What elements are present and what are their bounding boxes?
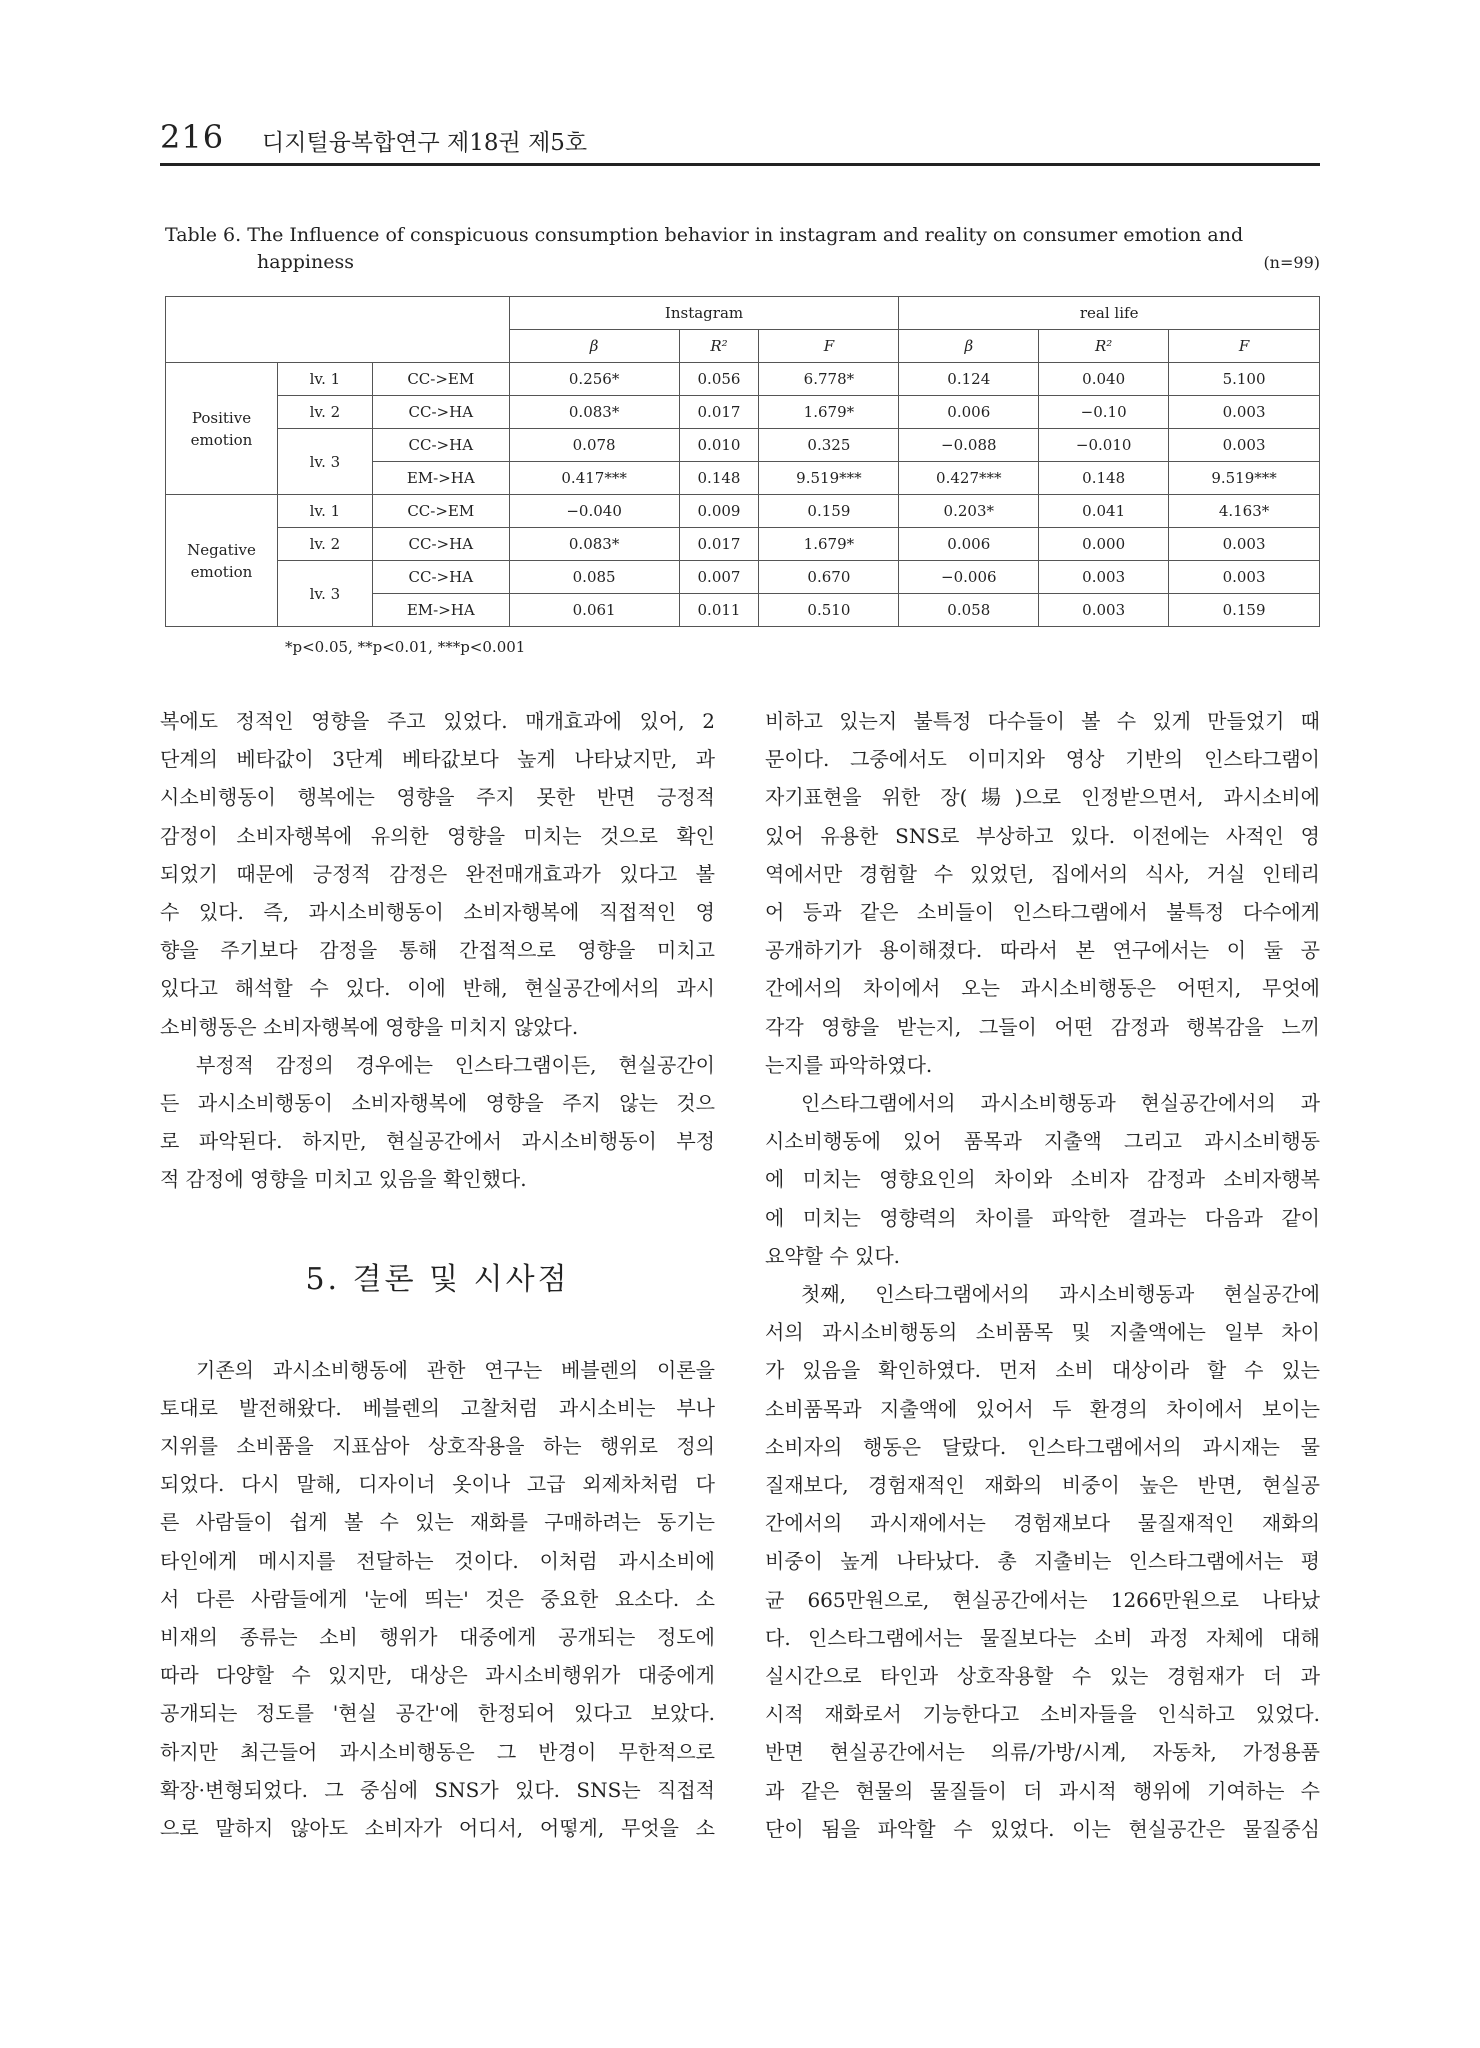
value-cell: 0.417*** [509, 462, 679, 495]
value-cell: 0.003 [1169, 429, 1320, 462]
value-cell: 0.011 [679, 594, 759, 627]
value-cell: 9.519*** [759, 462, 899, 495]
path-cell: EM->HA [372, 462, 509, 495]
text-line: 시소비행동이 행복에는 영향을 주지 못한 반면 긍정적 [160, 785, 715, 810]
text-line: 문이다. 그중에서도 이미지와 영상 기반의 인스타그램이 [765, 747, 1320, 772]
text-line: 실시간으로 타인과 상호작용할 수 있는 경험재가 더 과 [765, 1664, 1320, 1689]
page-header [160, 118, 1320, 166]
table-row [166, 363, 1320, 396]
value-cell: 0.056 [679, 363, 759, 396]
table-corner [166, 297, 510, 363]
value-cell: 1.679* [759, 396, 899, 429]
path-cell: CC->HA [372, 396, 509, 429]
text-line: 질재보다, 경험재적인 재화의 비중이 높은 반면, 현실공 [765, 1473, 1320, 1498]
level-cell: lv. 3 [277, 561, 372, 627]
text-line: 역에서만 경험할 수 있었던, 집에서의 식사, 거실 인테리 [765, 861, 1320, 886]
text-line: 지위를 소비품을 지표삼아 상호작용을 하는 행위로 정의 [160, 1434, 715, 1459]
value-cell: 0.009 [679, 495, 759, 528]
text-line: 는지를 파악하였다. [765, 1052, 933, 1077]
value-cell: 0.427*** [899, 462, 1039, 495]
value-cell: 0.078 [509, 429, 679, 462]
table-row [166, 396, 1320, 429]
text-line: 하지만 최근들어 과시소비행동은 그 반경이 무한적으로 [160, 1739, 715, 1764]
value-cell: −0.006 [899, 561, 1039, 594]
path-cell: CC->EM [372, 363, 509, 396]
value-cell: 0.010 [679, 429, 759, 462]
text-line: 부정적 감정의 경우에는 인스타그램이든, 현실공간이 [196, 1052, 715, 1077]
value-cell: −0.010 [1039, 429, 1169, 462]
text-line: 기존의 과시소비행동에 관한 연구는 베블렌의 이론을 [196, 1357, 715, 1382]
value-cell: 0.006 [899, 528, 1039, 561]
value-cell: −0.040 [509, 495, 679, 528]
text-line: 간에서의 차이에서 오는 과시소비행동은 어떤지, 무엇에 [765, 976, 1320, 1001]
column-header: β [509, 330, 679, 363]
level-cell: lv. 1 [277, 495, 372, 528]
left-paragraph-2 [160, 1046, 715, 1199]
text-line: 에 미치는 영향력의 차이를 파악한 결과는 다음과 같이 [765, 1205, 1320, 1230]
value-cell: 0.003 [1039, 561, 1169, 594]
text-line: 에 미치는 영향요인의 차이와 소비자 감정과 소비자행복 [765, 1167, 1320, 1192]
table-caption [165, 222, 1320, 276]
left-paragraph-1 [160, 702, 715, 1046]
path-cell: CC->HA [372, 429, 509, 462]
text-line: 른 사람들이 쉽게 볼 수 있는 재화를 구매하려는 동기는 [160, 1510, 715, 1535]
value-cell: 0.124 [899, 363, 1039, 396]
text-line: 확장·변형되었다. 그 중심에 SNS가 있다. SNS는 직접적 [160, 1777, 715, 1802]
table-row [166, 528, 1320, 561]
section-label: Negative emotion [166, 495, 278, 627]
value-cell: 0.007 [679, 561, 759, 594]
column-header: R² [1039, 330, 1169, 363]
text-line: 시적 재화로서 기능한다고 소비자들을 인식하고 있었다. [765, 1702, 1320, 1727]
caption-line-1: Table 6. The Influence of conspicuous consumption behavior in instagram and reality on consumer emotion and [165, 224, 1244, 246]
value-cell: 0.061 [509, 594, 679, 627]
group-header: real life [899, 297, 1320, 330]
column-header: F [1169, 330, 1320, 363]
path-cell: CC->HA [372, 528, 509, 561]
header-rule [160, 163, 1320, 166]
value-cell: 0.003 [1169, 561, 1320, 594]
text-line: 로 파악된다. 하지만, 현실공간에서 과시소비행동이 부정 [160, 1129, 715, 1154]
text-line: 비재의 종류는 소비 행위가 대중에게 공개되는 정도에 [160, 1625, 715, 1650]
text-line: 각각 영향을 받는지, 그들이 어떤 감정과 행복감을 느끼 [765, 1014, 1320, 1039]
text-line: 인스타그램에서의 과시소비행동과 현실공간에서의 과 [801, 1091, 1320, 1116]
value-cell: 0.083* [509, 528, 679, 561]
text-line: 어 등과 같은 소비들이 인스타그램에서 불특정 다수에게 [765, 900, 1320, 925]
value-cell: 1.679* [759, 528, 899, 561]
value-cell: 0.256* [509, 363, 679, 396]
value-cell: 0.058 [899, 594, 1039, 627]
text-line: 단이 됨을 파악할 수 있었다. 이는 현실공간은 물질중심 [765, 1816, 1320, 1841]
text-line: 요약할 수 있다. [765, 1243, 900, 1268]
value-cell: 0.003 [1169, 528, 1320, 561]
text-line: 따라 다양할 수 있지만, 대상은 과시소비행위가 대중에게 [160, 1663, 715, 1688]
table-row [166, 561, 1320, 594]
left-paragraph-3 [160, 1351, 715, 1848]
text-line: 소비자의 행동은 달랐다. 인스타그램에서의 과시재는 물 [765, 1434, 1320, 1459]
level-cell: lv. 2 [277, 396, 372, 429]
value-cell: 5.100 [1169, 363, 1320, 396]
level-cell: lv. 1 [277, 363, 372, 396]
value-cell: 0.083* [509, 396, 679, 429]
table-row [166, 429, 1320, 462]
text-line: 적 감정에 영향을 미치고 있음을 확인했다. [160, 1167, 527, 1192]
value-cell: 4.163* [1169, 495, 1320, 528]
value-cell: −0.10 [1039, 396, 1169, 429]
column-header: R² [679, 330, 759, 363]
page-number: 216 [160, 118, 225, 156]
text-line: 토대로 발전해왔다. 베블렌의 고찰처럼 과시소비는 부나 [160, 1395, 715, 1420]
value-cell: 0.085 [509, 561, 679, 594]
right-paragraph-2 [765, 1084, 1320, 1275]
text-line: 되었다. 다시 말해, 디자이너 옷이나 고급 외제차처럼 다 [160, 1472, 715, 1497]
text-line: 첫째, 인스타그램에서의 과시소비행동과 현실공간에 [801, 1282, 1320, 1307]
table-row [166, 495, 1320, 528]
value-cell: 0.041 [1039, 495, 1169, 528]
text-line: 있어 유용한 SNS로 부상하고 있다. 이전에는 사적인 영 [765, 823, 1320, 848]
text-line: 비하고 있는지 불특정 다수들이 볼 수 있게 만들었기 때 [765, 709, 1320, 733]
text-line: 자기표현을 위한 장(場)으로 인정받으면서, 과시소비에 [765, 785, 1320, 810]
value-cell: 0.003 [1039, 594, 1169, 627]
text-line: 서 다른 사람들에게 '눈에 띄는' 것은 중요한 요소다. 소 [160, 1586, 715, 1611]
value-cell: 0.000 [1039, 528, 1169, 561]
text-line: 균 665만원으로, 현실공간에서는 1266만원으로 나타났 [765, 1587, 1320, 1612]
text-line: 반면 현실공간에서는 의류/가방/시계, 자동차, 가정용품 [765, 1740, 1320, 1765]
text-line: 있다고 해석할 수 있다. 이에 반해, 현실공간에서의 과시 [160, 976, 715, 1001]
value-cell: 0.006 [899, 396, 1039, 429]
right-paragraph-3 [765, 1275, 1320, 1848]
sample-size: (n=99) [1263, 253, 1320, 272]
text-line: 서의 과시소비행동의 소비품목 및 지출액에는 일부 차이 [765, 1320, 1320, 1345]
left-column [160, 702, 715, 1847]
value-cell: 0.325 [759, 429, 899, 462]
text-line: 가 있음을 확인하였다. 먼저 소비 대상이라 할 수 있는 [765, 1358, 1320, 1383]
right-column [765, 702, 1320, 1848]
path-cell: EM->HA [372, 594, 509, 627]
text-line: 향을 주기보다 감정을 통해 간접적으로 영향을 미치고 [160, 938, 715, 963]
journal-title: 디지털융복합연구 제18권 제5호 [262, 130, 588, 156]
text-line: 복에도 정적인 영향을 주고 있었다. 매개효과에 있어, 2 [160, 709, 715, 733]
text-line: 공개되는 정도를 '현실 공간'에 한정되어 있다고 보았다. [160, 1701, 715, 1726]
level-cell: lv. 2 [277, 528, 372, 561]
value-cell: 0.017 [679, 396, 759, 429]
value-cell: 9.519*** [1169, 462, 1320, 495]
value-cell: 0.148 [1039, 462, 1169, 495]
text-line: 다. 인스타그램에서는 물질보다는 소비 과정 자체에 대해 [765, 1625, 1320, 1650]
text-line: 감정이 소비자행복에 유의한 영향을 미치는 것으로 확인 [160, 823, 715, 848]
text-line: 공개하기가 용이해졌다. 따라서 본 연구에서는 이 둘 공 [765, 938, 1320, 963]
text-line: 수 있다. 즉, 과시소비행동이 소비자행복에 직접적인 영 [160, 900, 715, 925]
section-label: Positive emotion [166, 363, 278, 495]
group-header: Instagram [509, 297, 899, 330]
path-cell: CC->HA [372, 561, 509, 594]
level-cell: lv. 3 [277, 429, 372, 495]
column-header: β [899, 330, 1039, 363]
text-line: 으로 말하지 않아도 소비자가 어디서, 어떻게, 무엇을 소 [160, 1816, 715, 1841]
value-cell: 0.003 [1169, 396, 1320, 429]
text-line: 타인에게 메시지를 전달하는 것이다. 이처럼 과시소비에 [160, 1548, 715, 1573]
significance-note: *p<0.05, **p<0.01, ***p<0.001 [285, 638, 526, 656]
text-line: 소비품목과 지출액에 있어서 두 환경의 차이에서 보이는 [765, 1396, 1320, 1421]
caption-line-2: happiness [257, 251, 354, 273]
value-cell: 0.159 [1169, 594, 1320, 627]
text-line: 시소비행동에 있어 품목과 지출액 그리고 과시소비행동 [765, 1129, 1320, 1154]
column-header: F [759, 330, 899, 363]
value-cell: 0.040 [1039, 363, 1169, 396]
value-cell: 6.778* [759, 363, 899, 396]
value-cell: 0.017 [679, 528, 759, 561]
text-line: 비중이 높게 나타났다. 총 지출비는 인스타그램에서는 평 [765, 1549, 1320, 1574]
value-cell: 0.670 [759, 561, 899, 594]
right-paragraph-1 [765, 702, 1320, 1084]
value-cell: 0.203* [899, 495, 1039, 528]
text-line: 되었기 때문에 긍정적 감정은 완전매개효과가 있다고 볼 [160, 861, 715, 886]
text-line: 든 과시소비행동이 소비자행복에 영향을 주지 않는 것으 [160, 1091, 715, 1116]
value-cell: 0.159 [759, 495, 899, 528]
section-title: 5. 결론 및 시사점 [305, 1261, 570, 1297]
value-cell: 0.510 [759, 594, 899, 627]
value-cell: −0.088 [899, 429, 1039, 462]
text-line: 간에서의 과시재에서는 경험재보다 물질재적인 재화의 [765, 1511, 1320, 1536]
text-line: 단계의 베타값이 3단계 베타값보다 높게 나타났지만, 과 [160, 747, 715, 772]
results-table [165, 296, 1320, 627]
text-line: 과 같은 현물의 물질들이 더 과시적 행위에 기여하는 수 [765, 1778, 1320, 1803]
value-cell: 0.148 [679, 462, 759, 495]
text-line: 소비행동은 소비자행복에 영향을 미치지 않았다. [160, 1014, 579, 1039]
path-cell: CC->EM [372, 495, 509, 528]
